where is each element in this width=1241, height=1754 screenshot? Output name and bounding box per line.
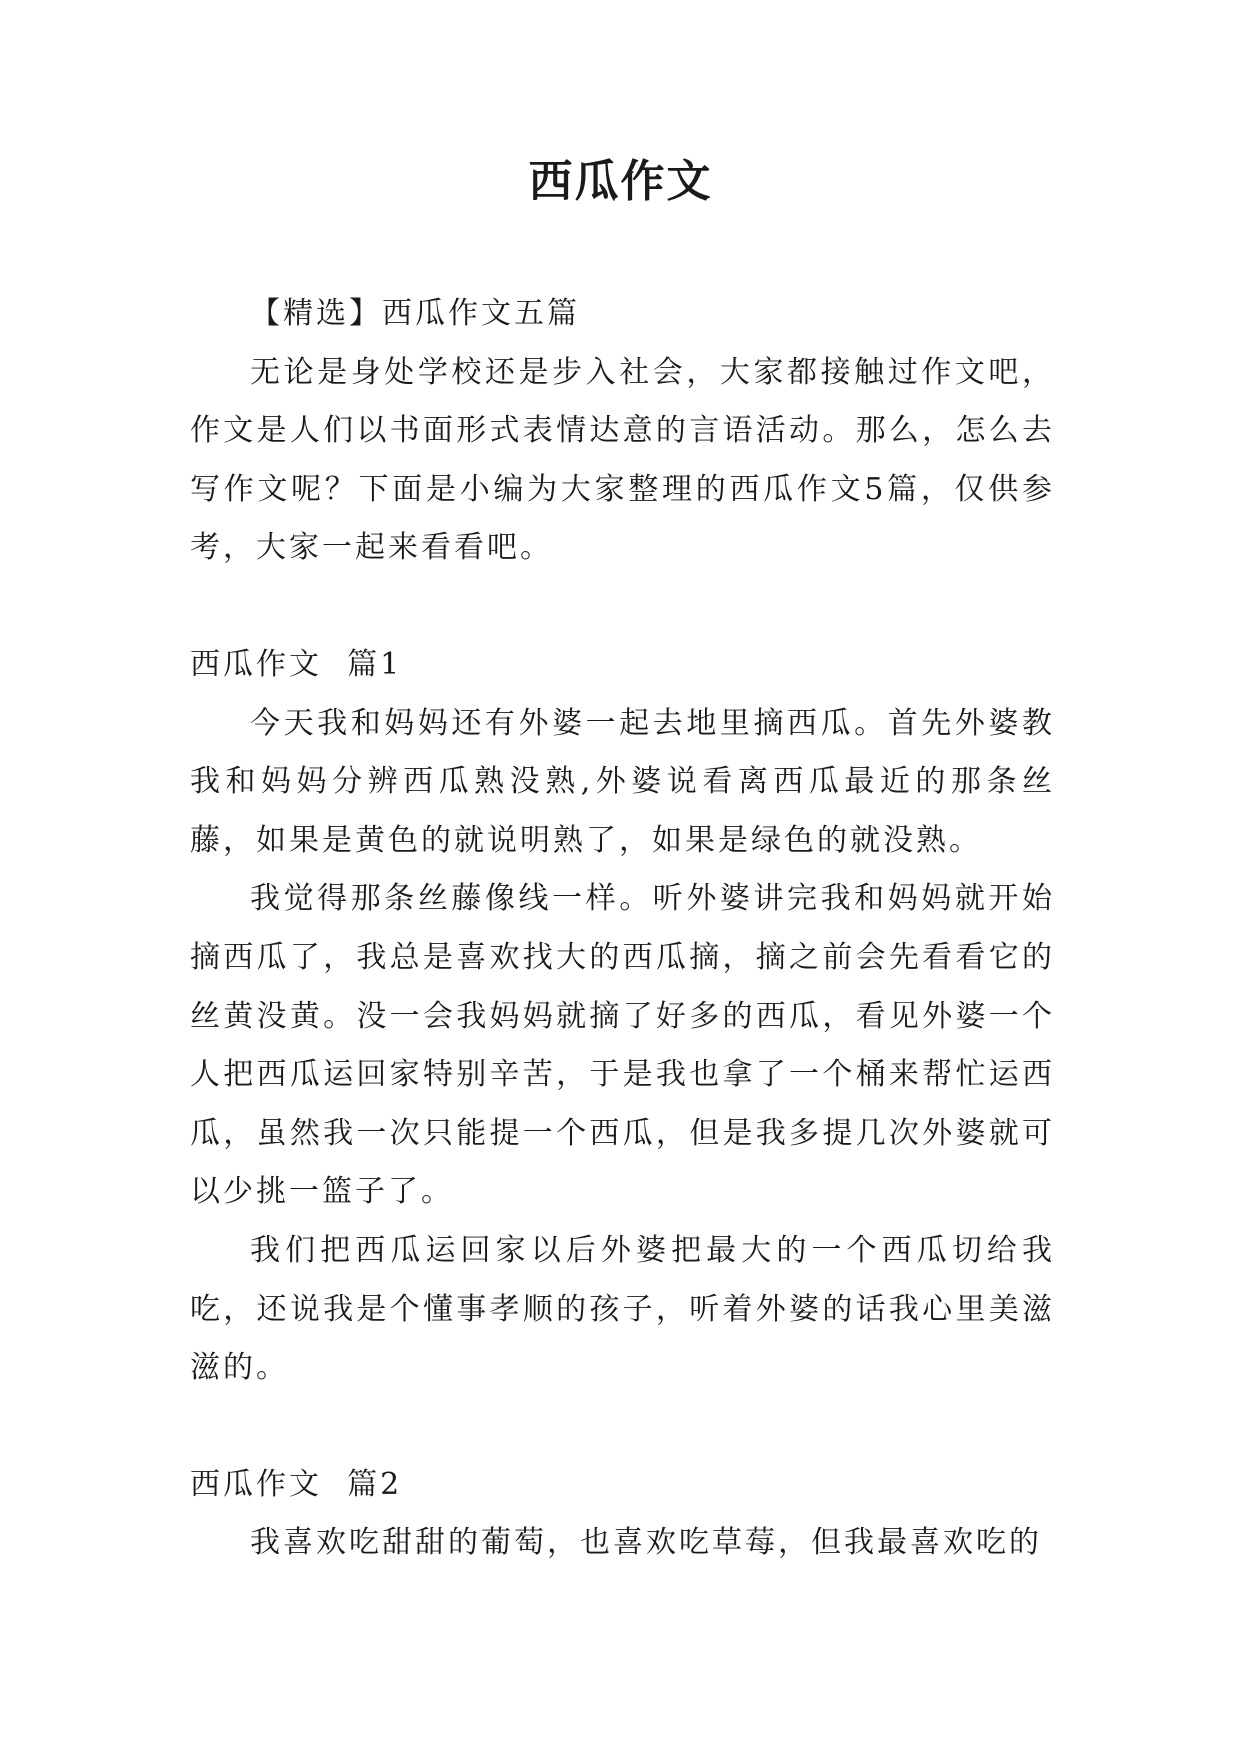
intro-paragraph: 无论是身处学校还是步入社会，大家都接触过作文吧，作文是人们以书面形式表情达意的言语活动。那么，怎么去写作文呢？下面是小编为大家整理的西瓜作文5篇，仅供参考，大家一起来看看吧。 [190,354,1055,566]
section-paragraph: 我们把西瓜运回家以后外婆把最大的一个西瓜切给我吃，还说我是个懂事孝顺的孩子，听着外婆的话我心里美滋滋的。 [190,1232,1055,1386]
section-paragraph: 我喜欢吃甜甜的葡萄，也喜欢吃草莓，但我最喜欢吃的 [250,1525,1042,1561]
section-gap [190,1398,1055,1456]
section-2 [190,1456,1055,1573]
document-title: 西瓜作文 [528,156,713,207]
document-body [190,285,1055,1573]
section-gap [190,578,1055,636]
section-heading: 西瓜作文 篇1 [190,646,403,682]
section-heading: 西瓜作文 篇2 [190,1466,403,1502]
section-paragraph: 我觉得那条丝藤像线一样。听外婆讲完我和妈妈就开始摘西瓜了，我总是喜欢找大的西瓜摘，摘之前会先看看它的丝黄没黄。没一会我妈妈就摘了好多的西瓜，看见外婆一个人把西瓜运回家特别辛苦，于是我也拿了一个桶来帮忙运西瓜，虽然我一次只能提一个西瓜，但是我多提几次外婆就可以少挑一篮子了。 [190,881,1055,1210]
section-paragraph: 今天我和妈妈还有外婆一起去地里摘西瓜。首先外婆教我和妈妈分辨西瓜熟没熟,外婆说看离西瓜最近的那条丝藤，如果是黄色的就说明熟了，如果是绿色的就没熟。 [190,705,1055,858]
section-1 [190,636,1055,1398]
intro-lead: 【精选】西瓜作文五篇 [250,296,580,331]
